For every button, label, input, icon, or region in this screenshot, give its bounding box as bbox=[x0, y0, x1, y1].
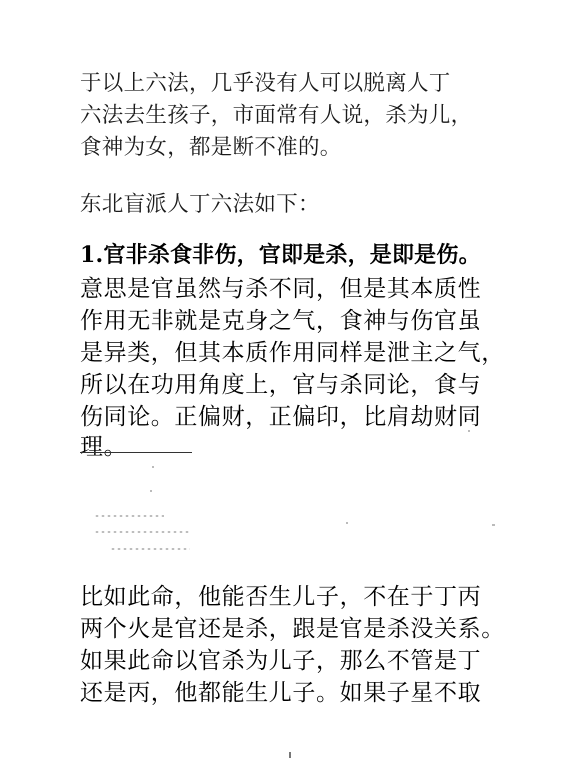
rule-1-body-line-3: 是异类，但其本质作用同样是泄主之气， bbox=[80, 340, 505, 366]
rule-1-body-line-4: 所以在功用角度上，官与杀同论，食与 bbox=[80, 372, 482, 398]
scan-speck bbox=[492, 524, 495, 526]
rule-1-body-line-1: 意思是官虽然与杀不同，但是其本质性 bbox=[80, 276, 482, 302]
rule-1-title: 1.官非杀食非伤，官即是杀，是即是伤。 bbox=[80, 242, 481, 268]
example-line-3: 如果此命以官杀为儿子，那么不管是丁 bbox=[80, 648, 482, 674]
paragraph-1-line-2: 六法去生孩子，市面常有人说，杀为儿， bbox=[80, 103, 473, 128]
scan-speck bbox=[468, 430, 470, 432]
scan-bleed-row bbox=[110, 547, 190, 551]
scan-speck bbox=[152, 466, 154, 468]
scan-speck bbox=[150, 490, 152, 492]
scan-bleed-row bbox=[94, 514, 164, 518]
scan-bleed-row bbox=[94, 530, 190, 534]
example-line-4: 还是丙，他都能生儿子。如果子星不取 bbox=[80, 680, 482, 706]
scan-speck bbox=[346, 522, 348, 524]
page-mark bbox=[289, 752, 291, 758]
rule-1-body-line-2: 作用无非就是克身之气，食神与伤官虽 bbox=[80, 308, 482, 334]
example-line-2: 两个火是官还是杀，跟是官是杀没关系。 bbox=[80, 616, 505, 642]
section-heading: 东北盲派人丁六法如下： bbox=[80, 192, 320, 217]
rule-1-body-line-6: 理。 bbox=[80, 434, 128, 460]
paragraph-1-line-3: 食神为女，都是断不准的。 bbox=[80, 135, 342, 160]
rule-1-body-line-5: 伤同论。正偏财，正偏印，比肩劫财同 bbox=[80, 404, 482, 430]
paragraph-1-line-1: 于以上六法，几乎没有人可以脱离人丁 bbox=[80, 71, 451, 96]
example-line-1: 比如此命，他能否生儿子，不在于丁丙 bbox=[80, 584, 482, 610]
footnote-divider bbox=[80, 452, 192, 453]
